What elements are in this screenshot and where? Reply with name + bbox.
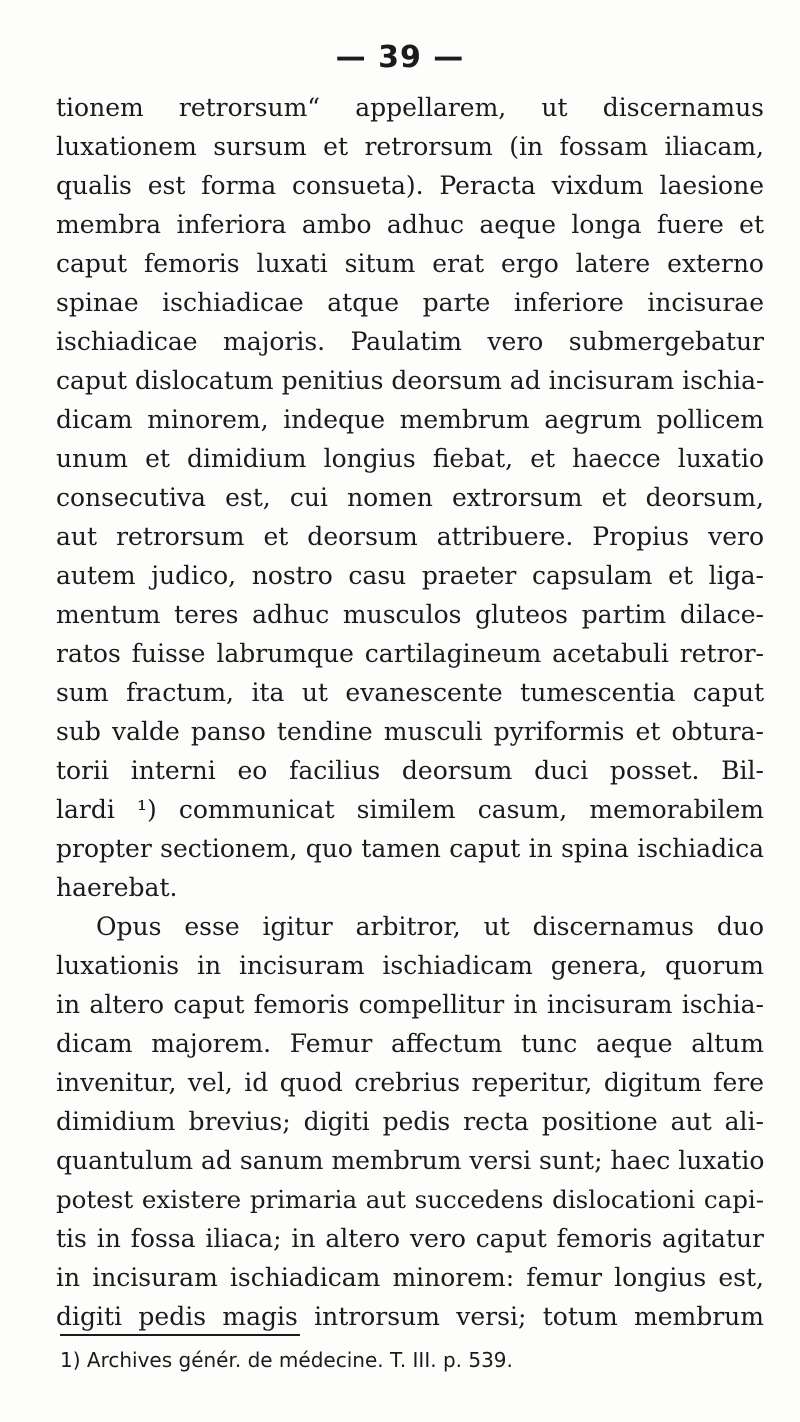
text-line: haerebat. [56,873,178,902]
text-line: tionem retrorsum“ appellarem, ut discernamus [56,93,764,122]
text-line: consecutiva est, cui nomen extrorsum et deorsum, [56,483,764,512]
text-line: quantulum ad sanum membrum versi sunt; haec luxatio [56,1146,764,1175]
text-line: caput dislocatum penitius deorsum ad incisuram ischia- [56,366,764,395]
text-line: invenitur, vel, id quod crebrius reperitur, digitum fere [56,1068,764,1097]
text-line: in incisuram ischiadicam minorem: femur longius est, [56,1263,764,1292]
text-line: digiti pedis magis introrsum versi; totum membrum [56,1302,764,1331]
text-line: ratos fuisse labrumque cartilagineum acetabuli retror- [56,639,764,668]
text-line: dimidium brevius; digiti pedis recta positione aut ali- [56,1107,764,1136]
text-line: potest existere primaria aut succedens dislocationi capi- [56,1185,764,1214]
text-line: membra inferiora ambo adhuc aeque longa fuere et [56,210,764,239]
text-line: in altero caput femoris compellitur in incisuram ischia- [56,990,764,1019]
page-number-header: — 39 — [335,40,465,75]
body-text [56,88,764,1336]
text-line: aut retrorsum et deorsum attribuere. Propius vero [56,522,764,551]
text-line: torii interni eo facilius deorsum duci posset. Bil- [56,756,764,785]
text-line: spinae ischiadicae atque parte inferiore incisurae [56,288,764,317]
text-line: Opus esse igitur arbitror, ut discernamus duo [96,912,764,941]
text-line: caput femoris luxati situm erat ergo latere externo [56,249,764,278]
text-line: mentum teres adhuc musculos gluteos partim dilace- [56,600,764,629]
text-line: lardi ¹) communicat similem casum, memorabilem [56,795,764,824]
text-line: ischiadicae majoris. Paulatim vero submergebatur [56,327,764,356]
text-line: sum fractum, ita ut evanescente tumescentia caput [56,678,764,707]
text-line: dicam majorem. Femur affectum tunc aeque altum [56,1029,764,1058]
text-line: autem judico, nostro casu praeter capsulam et liga- [56,561,764,590]
footnote-divider [60,1334,300,1336]
text-line: qualis est forma consueta). Peracta vixdum laesione [56,171,764,200]
text-line: luxationem sursum et retrorsum (in fossam iliacam, [56,132,764,161]
text-line: sub valde panso tendine musculi pyriformis et obtura- [56,717,764,746]
text-line: tis in fossa iliaca; in altero vero caput femoris agitatur [56,1224,764,1253]
text-line: dicam minorem, indeque membrum aegrum pollicem [56,405,764,434]
text-line: propter sectionem, quo tamen caput in spina ischiadica [56,834,764,863]
footnote: 1) Archives génér. de médecine. T. III. p. 539. [60,1348,513,1372]
text-line: luxationis in incisuram ischiadicam genera, quorum [56,951,764,980]
text-line: unum et dimidium longius fiebat, et haecce luxatio [56,444,764,473]
